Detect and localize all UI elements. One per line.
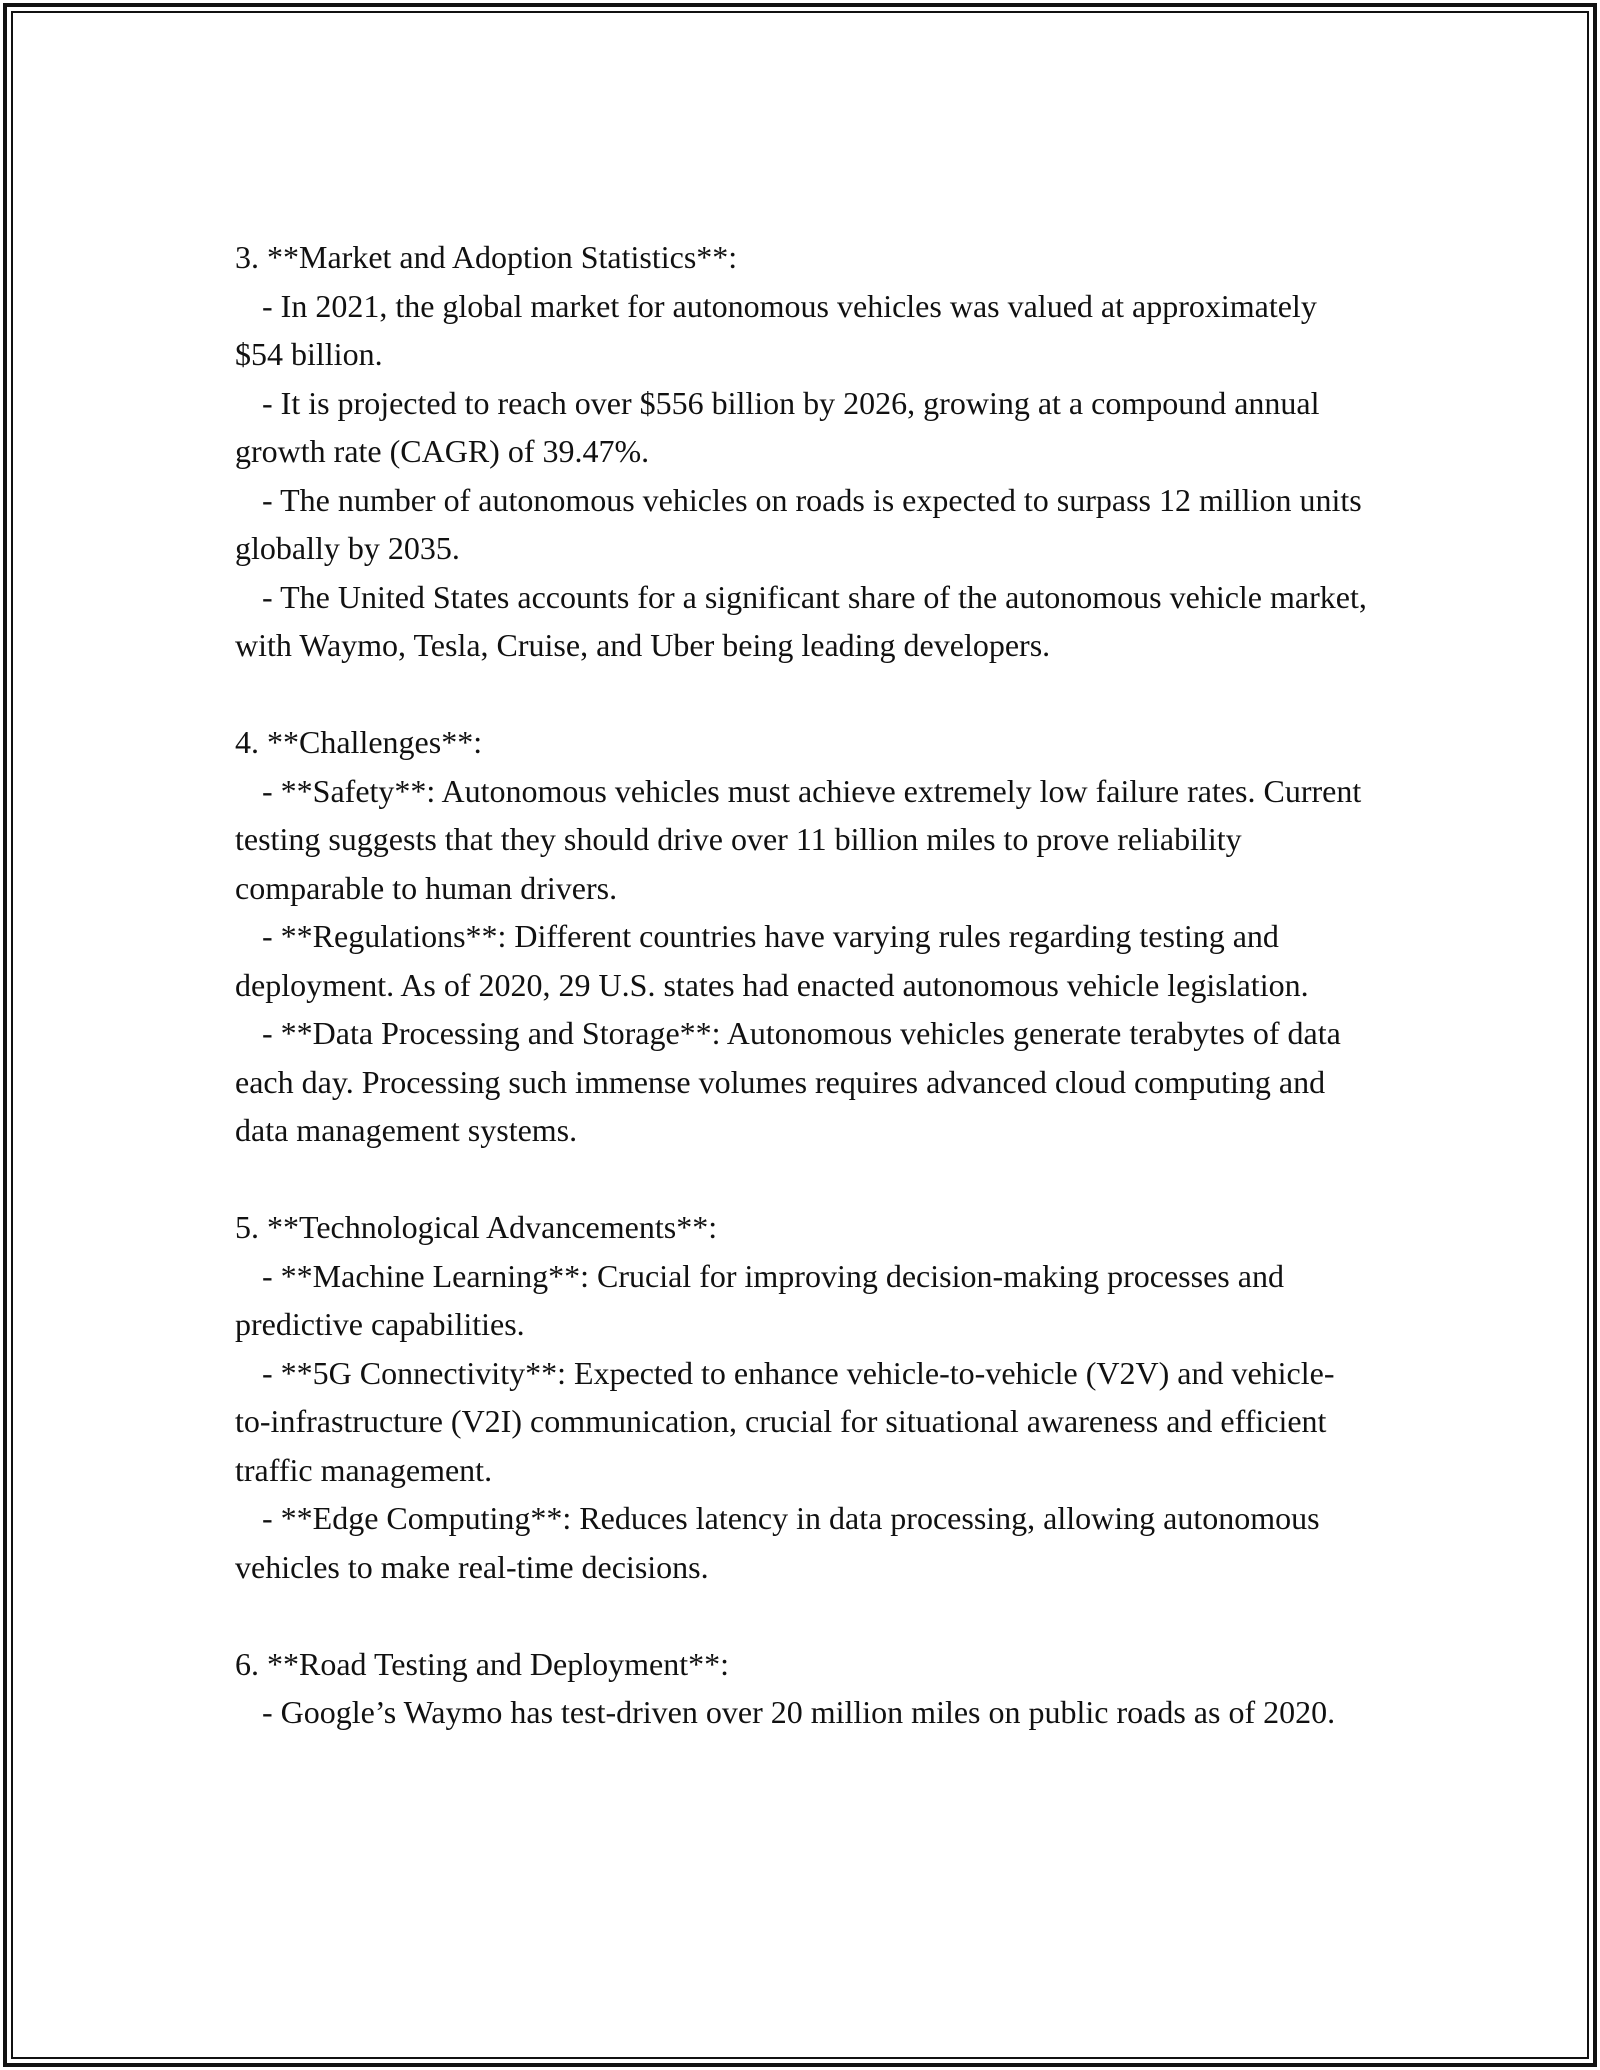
list-item (235, 1349, 1370, 1495)
list-item (235, 1009, 1370, 1155)
list-item (235, 573, 1370, 670)
list-item (235, 1494, 1370, 1591)
list-item (235, 1252, 1370, 1349)
list-item (235, 282, 1370, 379)
list-item-text: - **5G Connectivity**: Expected to enhance vehicle-to-vehicle (V2V) and vehicle-to-infrastructure (V2I) communication, crucial for situational awareness and efficient traffic management. (235, 1354, 1335, 1488)
list-item-text: - In 2021, the global market for autonomous vehicles was valued at approximately $54 billion. (235, 287, 1317, 372)
list-item (235, 476, 1370, 573)
document-body (235, 233, 1370, 1737)
list-item (235, 912, 1370, 1009)
list-item-text: - **Data Processing and Storage**: Autonomous vehicles generate terabytes of data each day. Processing such immense volumes requires advanced cloud computing and data management systems. (235, 1015, 1341, 1148)
section-road-testing (235, 1640, 1370, 1737)
list-item (235, 767, 1370, 913)
section-tech-advancements (235, 1203, 1370, 1591)
list-item-text: - **Edge Computing**: Reduces latency in data processing, allowing autonomous vehicles to make real-time decisions. (235, 1500, 1320, 1585)
section-title: 4. **Challenges**: (235, 724, 483, 760)
list-item (235, 379, 1370, 476)
section-title: 5. **Technological Advancements**: (235, 1209, 718, 1245)
section-title: 6. **Road Testing and Deployment**: (235, 1645, 729, 1682)
list-item-text: - **Safety**: Autonomous vehicles must achieve extremely low failure rates. Current testing suggests that they should drive over 11 billion miles to prove reliability comparable to human drivers. (235, 772, 1362, 906)
section-market-adoption (235, 233, 1370, 670)
list-item (235, 1688, 1370, 1737)
list-item-text: - Google’s Waymo has test-driven over 20 million miles on public roads as of 2020. (262, 1694, 1336, 1730)
section-challenges (235, 718, 1370, 1155)
list-item-text: - The United States accounts for a significant share of the autonomous vehicle market, with Waymo, Tesla, Cruise, and Uber being leading developers. (235, 578, 1367, 663)
list-item-text: - It is projected to reach over $556 billion by 2026, growing at a compound annual growth rate (CAGR) of 39.47%. (235, 384, 1320, 469)
section-title: 3. **Market and Adoption Statistics**: (235, 239, 738, 275)
list-item-text: - The number of autonomous vehicles on roads is expected to surpass 12 million units globally by 2035. (235, 481, 1362, 566)
list-item-text: - **Machine Learning**: Crucial for improving decision-making processes and predictive capabilities. (235, 1257, 1284, 1342)
list-item-text: - **Regulations**: Different countries have varying rules regarding testing and deployment. As of 2020, 29 U.S. states had enacted autonomous vehicle legislation. (235, 918, 1309, 1003)
